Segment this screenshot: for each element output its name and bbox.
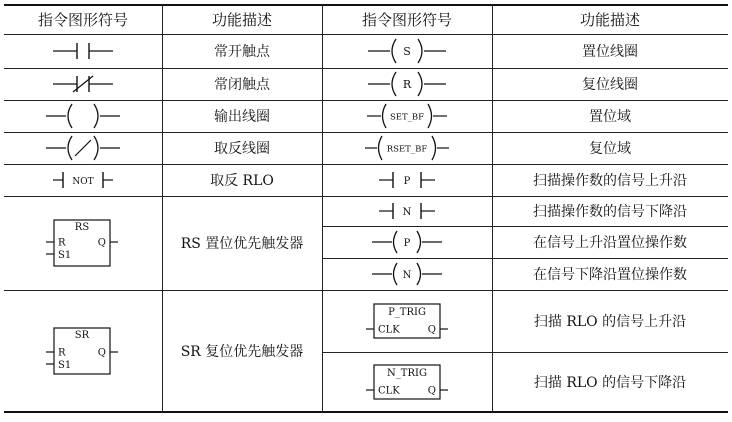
- table-row: [4, 68, 728, 100]
- rs-flipflop-symbol: [46, 216, 120, 270]
- set-field-symbol: [367, 102, 447, 130]
- not-contact-symbol: [53, 170, 113, 190]
- table-row: [4, 100, 728, 132]
- table-row: [4, 34, 728, 68]
- coil-label: R: [402, 78, 412, 91]
- header-col3: 指令图形符号: [361, 10, 452, 29]
- block-title: RS: [74, 222, 90, 233]
- n-trig-block-symbol: [366, 362, 448, 402]
- p-contact-symbol: [379, 170, 435, 190]
- coil-label: RSET_BF: [386, 144, 428, 155]
- sr-desc: SR 复位优先触发器: [180, 344, 304, 360]
- row-desc: 扫描 RLO 的信号上升沿: [533, 314, 687, 330]
- row-desc: 常开触点: [214, 44, 270, 60]
- pin-q: Q: [427, 385, 436, 397]
- row-divider: [322, 226, 728, 227]
- reset-field-symbol: [365, 134, 449, 162]
- contact-label: N: [402, 207, 412, 218]
- pin-r: R: [58, 237, 66, 249]
- row-divider: [322, 258, 728, 259]
- output-coil-symbol: [46, 102, 120, 130]
- row-desc: 取反 RLO: [210, 173, 274, 189]
- pin-s1: S1: [58, 250, 72, 261]
- row-desc: 扫描操作数的信号上升沿: [533, 173, 687, 189]
- coil-label: N: [402, 270, 412, 281]
- header-col4: 功能描述: [579, 10, 640, 29]
- col-divider: [322, 4, 323, 412]
- negated-coil-symbol: [46, 134, 120, 162]
- pin-clk: CLK: [378, 385, 400, 397]
- row-divider: [4, 100, 728, 101]
- row-divider: [322, 352, 728, 353]
- contact-label: P: [403, 176, 411, 187]
- block-title: SR: [74, 330, 90, 341]
- row-divider: [4, 68, 728, 69]
- pin-q: Q: [427, 324, 436, 336]
- row-divider: [4, 164, 728, 165]
- row-divider: [4, 196, 728, 197]
- row-desc: 取反线圈: [214, 141, 270, 157]
- row-desc: 置位线圈: [582, 44, 638, 60]
- header-col1: 指令图形符号: [37, 10, 128, 29]
- sr-flipflop-symbol: [46, 324, 120, 378]
- header-row: [4, 4, 728, 34]
- pin-q: Q: [97, 347, 106, 359]
- col-divider: [162, 4, 163, 412]
- row-desc: 置位域: [589, 109, 631, 125]
- rs-desc: RS 置位优先触发器: [180, 236, 304, 252]
- table-row: [4, 164, 728, 196]
- normally-closed-contact-symbol: [53, 74, 113, 94]
- row-divider: [4, 290, 728, 291]
- reset-coil-symbol: [368, 70, 446, 98]
- normally-open-contact-symbol: [53, 41, 113, 61]
- header-col2: 功能描述: [211, 10, 272, 29]
- row-desc: 复位域: [589, 141, 631, 157]
- col-divider: [492, 4, 493, 412]
- p-coil-symbol: [372, 229, 442, 255]
- pin-r: R: [58, 347, 66, 359]
- row-divider: [4, 34, 728, 35]
- block-title: N_TRIG: [387, 368, 427, 379]
- n-coil-symbol: [372, 261, 442, 287]
- row-desc: 在信号下降沿置位操作数: [533, 267, 687, 283]
- coil-label: P: [403, 238, 411, 249]
- pin-q: Q: [97, 237, 106, 249]
- sr-group: [4, 290, 728, 412]
- p-trig-block-symbol: [366, 301, 448, 341]
- pin-clk: CLK: [378, 324, 400, 336]
- rs-group: [4, 196, 728, 290]
- table-row: [4, 132, 728, 164]
- pin-s1: S1: [58, 360, 72, 371]
- coil-label: SET_BF: [389, 112, 425, 123]
- instruction-table: [4, 4, 728, 412]
- block-title: P_TRIG: [388, 307, 426, 318]
- row-desc: 输出线圈: [214, 109, 270, 125]
- table-top-border: [4, 4, 728, 6]
- set-coil-symbol: [368, 37, 446, 65]
- n-contact-symbol: [379, 201, 435, 221]
- row-desc: 扫描操作数的信号下降沿: [533, 204, 687, 220]
- contact-label: NOT: [72, 177, 94, 187]
- table-bottom-border: [4, 411, 728, 413]
- row-divider: [4, 132, 728, 133]
- row-desc: 扫描 RLO 的信号下降沿: [533, 375, 687, 391]
- row-desc: 在信号上升沿置位操作数: [533, 235, 687, 251]
- row-desc: 常闭触点: [214, 77, 270, 93]
- row-desc: 复位线圈: [582, 77, 638, 93]
- coil-label: S: [403, 45, 411, 58]
